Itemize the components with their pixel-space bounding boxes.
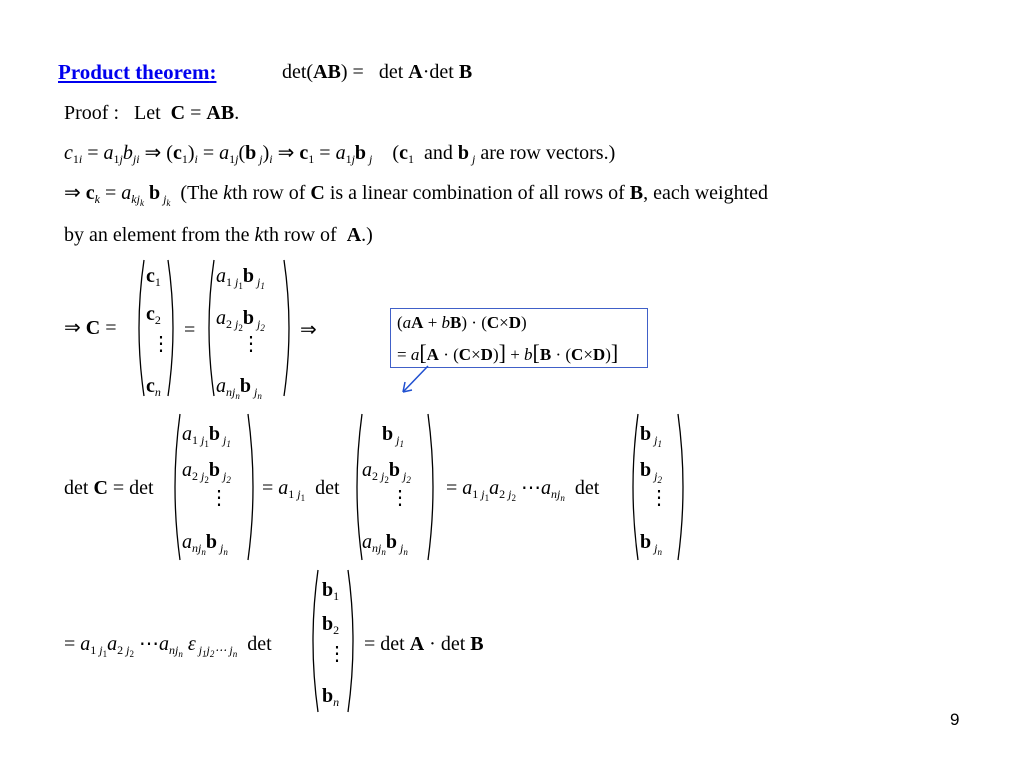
final-product-epsilon: = $a_{1 j_1}a_{2 j_2}$ $\cdots a_{nj_n}$ ε $_{j_1j_2\cdots j_n}$ det xyxy=(64,633,272,659)
row-an-b: $a_{nj_n}b$ $_{j_n}$ xyxy=(362,531,408,557)
row-c1: $c_1$ xyxy=(146,265,161,289)
left-paren xyxy=(306,568,320,714)
row-b1: b $_{j_1}$ xyxy=(640,423,662,449)
row-an-b: $a_{nj_n}b$ $_{j_n}$ xyxy=(216,375,262,401)
row-a2-b: $a_{2 j_2}b$ $_{j_2}$ xyxy=(182,459,231,485)
equals-a1-det: = $a_{1 j_1}$ det xyxy=(262,477,340,503)
right-paren xyxy=(166,258,180,398)
vdots: ⋮ xyxy=(390,487,410,509)
left-paren xyxy=(626,412,640,562)
vdots: ⋮ xyxy=(209,487,229,509)
row-b1: b $_{j_1}$ xyxy=(382,423,404,449)
row-a1-b: $a_{1 j_1}b$ $_{j_1}$ xyxy=(216,265,265,291)
vdots: ⋮ xyxy=(649,487,669,509)
row-b2: $b_2$ xyxy=(322,613,340,637)
final-result: = det A · det B xyxy=(364,633,484,655)
proof-line: Proof : Let C = AB. xyxy=(64,102,240,124)
left-paren xyxy=(202,258,216,398)
row-a1-b: $a_{1 j_1}b$ $_{j_1}$ xyxy=(182,423,231,449)
proof-line-2: $c_{1i} = a_{1j}b_{ji}$ ⇒ $(c_1)_i = a_{1j}(b$ $_j)_i$ ⇒ $c_1 = a_{1j}b$ $_j$ ($c_1$ and b $_j$ are row vectors.) xyxy=(64,142,616,166)
callout-arrow xyxy=(398,364,432,396)
title-colon: : xyxy=(209,60,217,84)
left-paren xyxy=(132,258,146,398)
det-C-equals: det C = det xyxy=(64,477,154,499)
vdots: ⋮ xyxy=(241,333,261,355)
vdots: ⋮ xyxy=(327,643,347,665)
right-paren xyxy=(282,258,296,398)
implies-C-equals: ⇒ C = xyxy=(64,317,117,339)
row-a2-b: $a_{2 j_2}b$ $_{j_2}$ xyxy=(216,307,265,333)
vdots: ⋮ xyxy=(151,333,171,355)
product-theorem-link[interactable]: Product theorem xyxy=(58,60,210,84)
equals-product-det: = $a_{1 j_1}a_{2 j_2}$ $\cdots a_{nj_n}$ det xyxy=(446,477,600,503)
implies-arrow: ⇒ xyxy=(300,319,317,341)
right-paren xyxy=(346,568,360,714)
proof-line-4: by an element from the kth row of A.) xyxy=(64,224,373,246)
row-a2-b: $a_{2 j_2}b$ $_{j_2}$ xyxy=(362,459,411,485)
right-paren xyxy=(426,412,440,562)
linearity-callout: (aA + bB) · (C×D) = a[A · (C×D)] + b[B · (C×D)] xyxy=(390,308,648,368)
proof-line-3: ⇒ $c_k = a_{kj_k}$ b $_{j_k}$ (The kth row of C is a linear combination of all rows of B, each weighted xyxy=(64,182,769,208)
row-bn: $b_n$ xyxy=(322,685,340,709)
page-number: 9 xyxy=(950,710,960,729)
title-formula: det(AB) = det A·det B xyxy=(282,61,473,83)
row-b2: b $_{j_2}$ xyxy=(640,459,662,485)
row-c2: $c_2$ xyxy=(146,303,161,327)
right-paren xyxy=(676,412,690,562)
row-cn: $c_n$ xyxy=(146,375,161,399)
right-paren xyxy=(246,412,260,562)
row-b1: $b_1$ xyxy=(322,579,340,603)
equals-sign: = xyxy=(184,319,196,341)
left-paren xyxy=(168,412,182,562)
title-row xyxy=(58,60,216,85)
row-bn: b $_{j_n}$ xyxy=(640,531,662,557)
row-an-b: $a_{nj_n}b$ $_{j_n}$ xyxy=(182,531,228,557)
